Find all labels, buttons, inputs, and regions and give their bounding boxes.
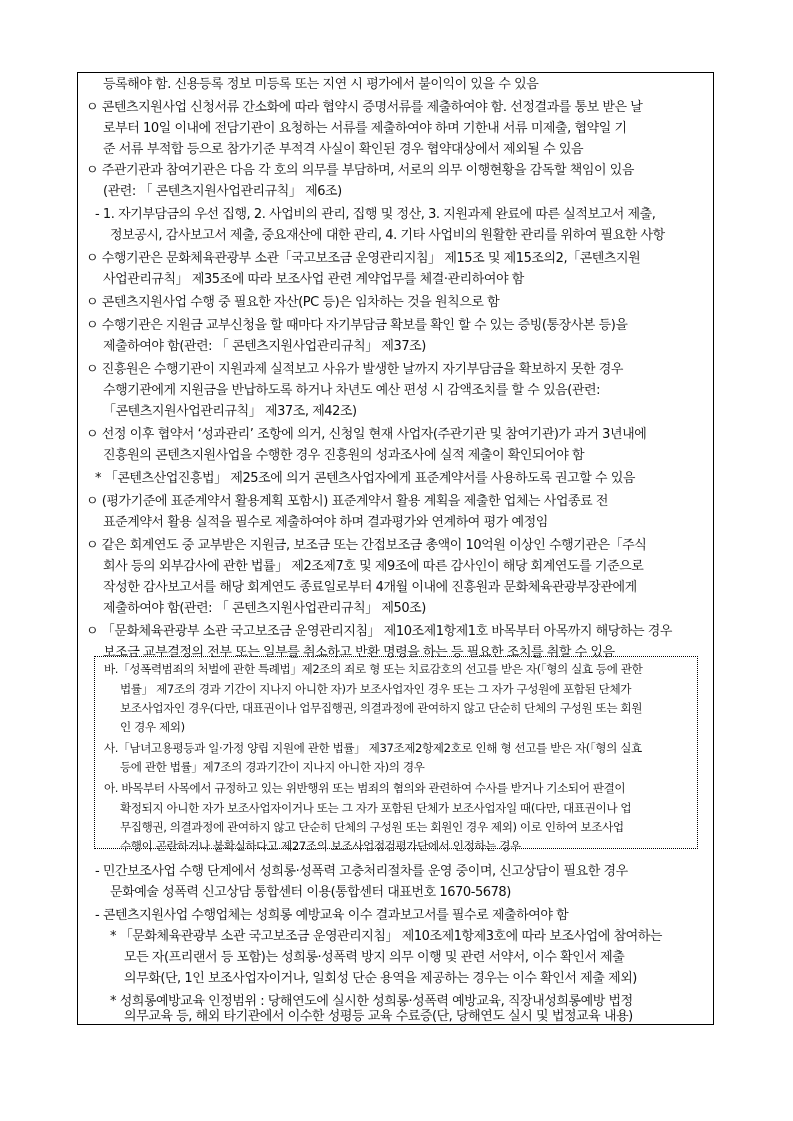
text-line: ㅇ 진흥원은 수행기관이 지원과제 실적보고 사유가 발생한 날까지 자기부담금을 확보하지 못한 경우 xyxy=(86,362,623,377)
text-line: 보조금 교부결정의 전부 또는 일부를 취소하고 반환 명령을 하는 등 필요한 조치를 취할 수 있음 xyxy=(103,645,615,660)
text-line: 준 서류 부적합 등으로 참가기준 부적격 사실이 확인된 경우 협약대상에서 제외될 수 있음 xyxy=(103,142,584,157)
text-line: 등에 관한 법률」제7조의 경과기간이 지나지 아니한 자)의 경우 xyxy=(120,760,425,774)
text-line: ㅇ 수행기관은 문화체육관광부 소관「국고보조금 운영관리지침」 제15조 및 제15조의2,「콘텐츠지원 xyxy=(86,251,641,266)
text-line: 무집행권, 의결과정에 관여하지 않고 단순히 단체의 구성원 또는 회원인 경우 제외) 이로 인하여 보조사업 xyxy=(120,820,624,834)
text-line: 수행이 곤란하거나 불확실하다고 제27조의 보조사업점검평가단에서 인정하는 경우 xyxy=(120,839,521,853)
text-line: ㅇ 선정 이후 협약서 ‘성과관리’ 조항에 의거, 신청일 현재 사업자(주관기관 및 참여기관)가 과거 3년내에 xyxy=(86,427,647,442)
text-line: - 1. 자기부담금의 우선 집행, 2. 사업비의 관리, 집행 및 정산, 3. 지원과제 완료에 따른 실적보고서 제출, xyxy=(95,207,656,222)
text-line: (관련: 「 콘텐츠지원사업관리규칙」 제6조) xyxy=(103,184,342,199)
text-line: 인 경우 제외) xyxy=(120,720,185,734)
text-line: 등록해야 함. 신용등록 정보 미등록 또는 지연 시 평가에서 불이익이 있을 수 있음 xyxy=(103,77,539,92)
text-line: 표준계약서 활용 실적을 필수로 제출하여야 하며 결과평가와 연계하여 평가 예정임 xyxy=(103,515,548,530)
text-line: 로부터 10일 이내에 전담기관이 요청하는 서류를 제출하여야 하며 기한내 서류 미제출, 협약일 기 xyxy=(103,121,627,136)
text-line: ㅇ 콘텐츠지원사업 신청서류 간소화에 따라 협약시 증명서류를 제출하여야 함. 선정결과를 통보 받은 날 xyxy=(86,100,643,115)
text-line: 법률」 제7조의 경과 기간이 지나지 아니한 자)가 보조사업자인 경우 또는 그 자가 구성원에 포함된 단체가 xyxy=(120,682,632,696)
text-line: ㅇ 같은 회계연도 중 교부받은 지원금, 보조금 또는 간접보조금 총액이 10억원 이상인 수행기관은「주식 xyxy=(86,538,647,553)
text-line: ㅇ 「문화체육관광부 소관 국고보조금 운영관리지침」 제10조제1항제1호 바목부터 아목까지 해당하는 경우 xyxy=(86,624,672,639)
text-line: * 「콘텐츠산업진흥법」 제25조에 의거 콘텐츠사업자에게 표준계약서를 사용하도록 권고할 수 있음 xyxy=(95,471,636,486)
text-line: 수행기관에게 지원금을 반납하도록 하거나 차년도 예산 편성 시 감액조치를 할 수 있음(관련: xyxy=(103,383,601,398)
text-line: ㅇ (평가기준에 표준계약서 활용계획 포함시) 표준계약서 활용 계획을 제출한 업체는 사업종료 전 xyxy=(86,494,608,509)
text-line: ㅇ 콘텐츠지원사업 수행 중 필요한 자산(PC 등)은 임차하는 것을 원칙으로 함 xyxy=(86,295,500,310)
text-line: 진흥원의 콘텐츠지원사업을 수행한 경우 진흥원의 성과조사에 실적 제출이 확인되어야 함 xyxy=(103,448,585,463)
text-line: - 민간보조사업 수행 단계에서 성희롱·성폭력 고충처리절차를 운영 중이며, 신고상담이 필요한 경우 xyxy=(95,864,628,879)
text-line: 「콘텐츠지원사업관리규칙」 제37조, 제42조) xyxy=(103,404,357,419)
text-line: 작성한 감사보고서를 해당 회계연도 종료일로부터 4개월 이내에 진흥원과 문화체육관광부장관에게 xyxy=(103,580,637,595)
text-line: 제출하여야 함(관련: 「 콘텐츠지원사업관리규칙」 제50조) xyxy=(103,601,426,616)
text-line: ㅇ 주관기관과 참여기관은 다음 각 호의 의무를 부담하며, 서로의 의무 이행현황을 감독할 책임이 있음 xyxy=(86,163,634,178)
text-line: 문화예술 성폭력 신고상담 통합센터 이용(통합센터 대표번호 1670-5678) xyxy=(110,885,511,900)
text-line: 바.「성폭력범죄의 처벌에 관한 특례법」제2조의 죄로 형 또는 치료감호의 선고를 받은 자(「형의 실효 등에 관한 xyxy=(104,662,643,676)
text-line: 회사 등의 외부감사에 관한 법률」 제2조제7호 및 제9조에 따른 감사인이 해당 회계연도를 기준으로 xyxy=(103,559,644,574)
text-line: 제출하여야 함(관련: 「 콘텐츠지원사업관리규칙」 제37조) xyxy=(103,339,426,354)
text-line: 정보공시, 감사보고서 제출, 중요재산에 대한 관리, 4. 기타 사업비의 원활한 관리를 위하여 필요한 사항 xyxy=(110,228,665,243)
text-line: * 성희롱예방교육 인정범위 : 당해연도에 실시한 성희롱·성폭력 예방교육, 직장내성희롱예방 법정 xyxy=(110,994,633,1009)
text-line: 보조사업자인 경우(다만, 대표권이나 업무집행권, 의결과정에 관여하지 않고 단순히 단체의 구성원 또는 회원 xyxy=(120,701,643,715)
text-line: ㅇ 수행기관은 지원금 교부신청을 할 때마다 자기부담금 확보를 확인 할 수 있는 증빙(통장사본 등)을 xyxy=(86,318,628,333)
text-line: * 「문화체육관광부 소관 국고보조금 운영관리지침」 제10조제1항제3호에 따라 보조사업에 참여하는 xyxy=(110,929,662,944)
text-line: - 콘텐츠지원사업 수행업체는 성희롱 예방교육 이수 결과보고서를 필수로 제출하여야 함 xyxy=(95,908,569,923)
text-line: 확정되지 아니한 자가 보조사업자이거나 또는 그 자가 포함된 단체가 보조사업자일 때(다만, 대표권이나 업 xyxy=(120,801,632,815)
text-line: 의무화(단, 1인 보조사업자이거나, 일회성 단순 용역을 제공하는 경우는 이수 확인서 제출 제외) xyxy=(124,971,637,986)
text-line: 사.「남녀고용평등과 일·가정 양립 지원에 관한 법률」 제37조제2항제2호로 인해 형 선고를 받은 자(「형의 실효 xyxy=(104,741,642,755)
text-line: 사업관리규칙」 제35조에 따라 보조사업 관련 계약업무를 체결·관리하여야 함 xyxy=(103,272,524,287)
text-line: 아. 바목부터 사목에서 규정하고 있는 위반행위 또는 범죄의 혐의와 관련하여 수사를 받거나 기소되어 판결이 xyxy=(104,781,626,795)
text-line: 모든 자(프리랜서 등 포함)는 성희롱·성폭력 방지 의무 이행 및 관련 서약서, 이수 확인서 제출 xyxy=(124,950,625,965)
text-line: 의무교육 등, 해외 타기관에서 이수한 성평등 교육 수료증(단, 당해연도 실시 및 법정교육 내용) xyxy=(124,1009,633,1024)
